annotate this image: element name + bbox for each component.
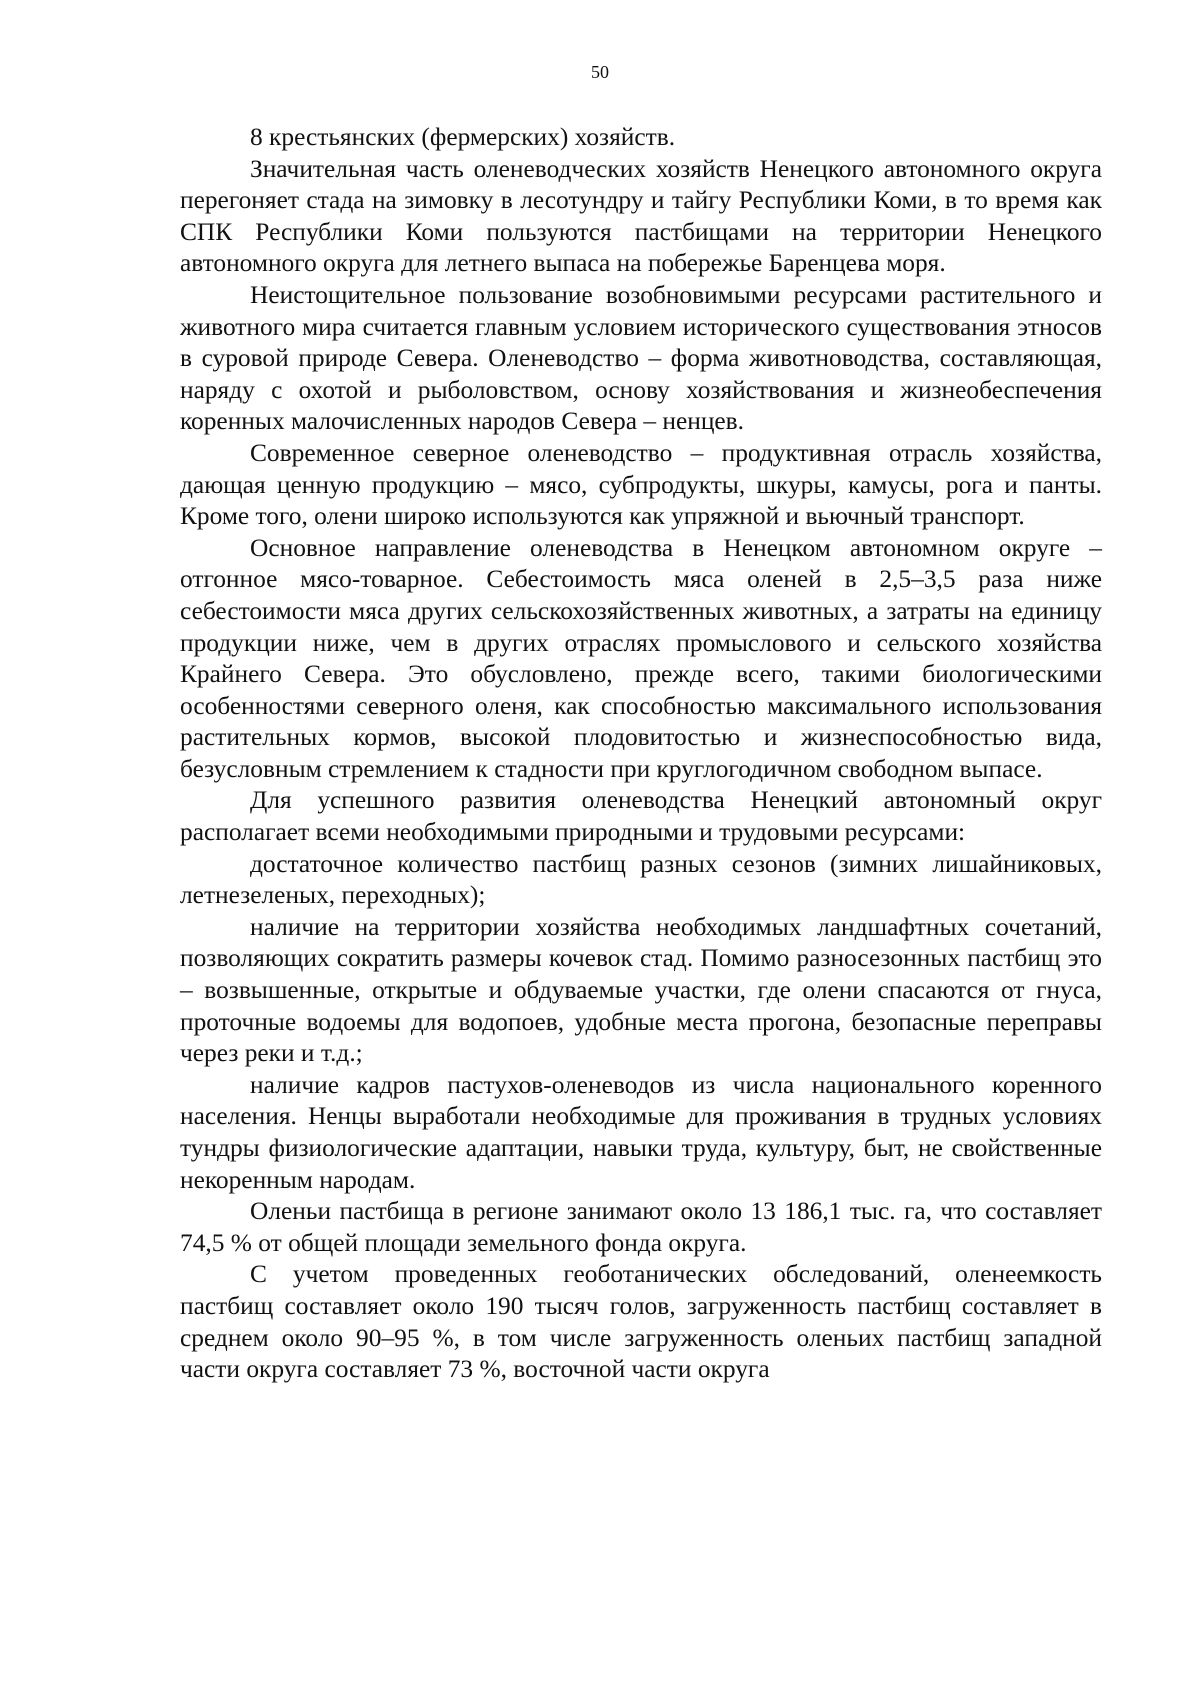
paragraph: Для успешного развития оленеводства Ненецкий автономный округ располагает всеми необходимыми природными и трудовыми ресурсами: (180, 786, 1102, 847)
document-body (180, 122, 1102, 1386)
list-paragraph: достаточное количество пастбищ разных сезонов (зимних лишайниковых, летнезеленых, переходных); (180, 849, 1102, 910)
paragraph: Неистощительное пользование возобновимыми ресурсами растительного и животного мира считается главным условием исторического существования этносов в суровой природе Севера. Оленеводство – форма животноводства, составляющая, наряду с охотой и рыболовством, основу хозяйствования и жизнеобеспечения коренных малочисленных народов Севера – ненцев. (180, 280, 1102, 436)
list-paragraph: наличие кадров пастухов-оленеводов из числа национального коренного населения. Ненцы выработали необходимые для проживания в трудных условиях тундры физиологические адаптации, навыки труда, культуру, быт, не свойственные некоренным народам. (180, 1070, 1102, 1194)
paragraph: Современное северное оленеводство – продуктивная отрасль хозяйства, дающая ценную продукцию – мясо, субпродукты, шкуры, камусы, рога и панты. Кроме того, олени широко используются как упряжной и вьючный транспорт. (180, 438, 1102, 531)
paragraph: С учетом проведенных геоботанических обследований, оленеемкость пастбищ составляет около 190 тысяч голов, загруженность пастбищ составляет в среднем около 90–95 %, в том числе загруженность оленьих пастбищ западной части округа составляет 73 %, восточной части округа (180, 1260, 1102, 1384)
paragraph: 8 крестьянских (фермерских) хозяйств. (250, 123, 676, 151)
paragraph: Значительная часть оленеводческих хозяйств Ненецкого автономного округа перегоняет стада на зимовку в лесотундру и тайгу Республики Коми, в то время как СПК Республики Коми пользуются пастбищами на территории Ненецкого автономного округа для летнего выпаса на побережье Баренцева моря. (180, 154, 1102, 278)
list-paragraph: наличие на территории хозяйства необходимых ландшафтных сочетаний, позволяющих сократить размеры кочевок стад. Помимо разносезонных пастбищ это – возвышенные, открытые и обдуваемые участки, где олени спасаются от гнуса, проточные водоемы для водопоев, удобные места прогона, безопасные переправы через реки и т.д.; (180, 912, 1102, 1068)
page-number: 50 (591, 62, 609, 82)
paragraph: Оленьи пастбища в регионе занимают около 13 186,1 тыс. га, что составляет 74,5 % от общей площади земельного фонда округа. (180, 1197, 1102, 1257)
paragraph: Основное направление оленеводства в Ненецком автономном округе – отгонное мясо-товарное. Себестоимость мяса оленей в 2,5–3,5 раза ниже себестоимости мяса других сельскохозяйственных животных, а затраты на единицу продукции ниже, чем в других отраслях промыслового и сельского хозяйства Крайнего Севера. Это обусловлено, прежде всего, такими биологическими особенностями северного оленя, как способностью максимального использования растительных кормов, высокой плодовитостью и жизнеспособностью вида, безусловным стремлением к стадности при круглогодичном свободном выпасе. (180, 533, 1102, 783)
